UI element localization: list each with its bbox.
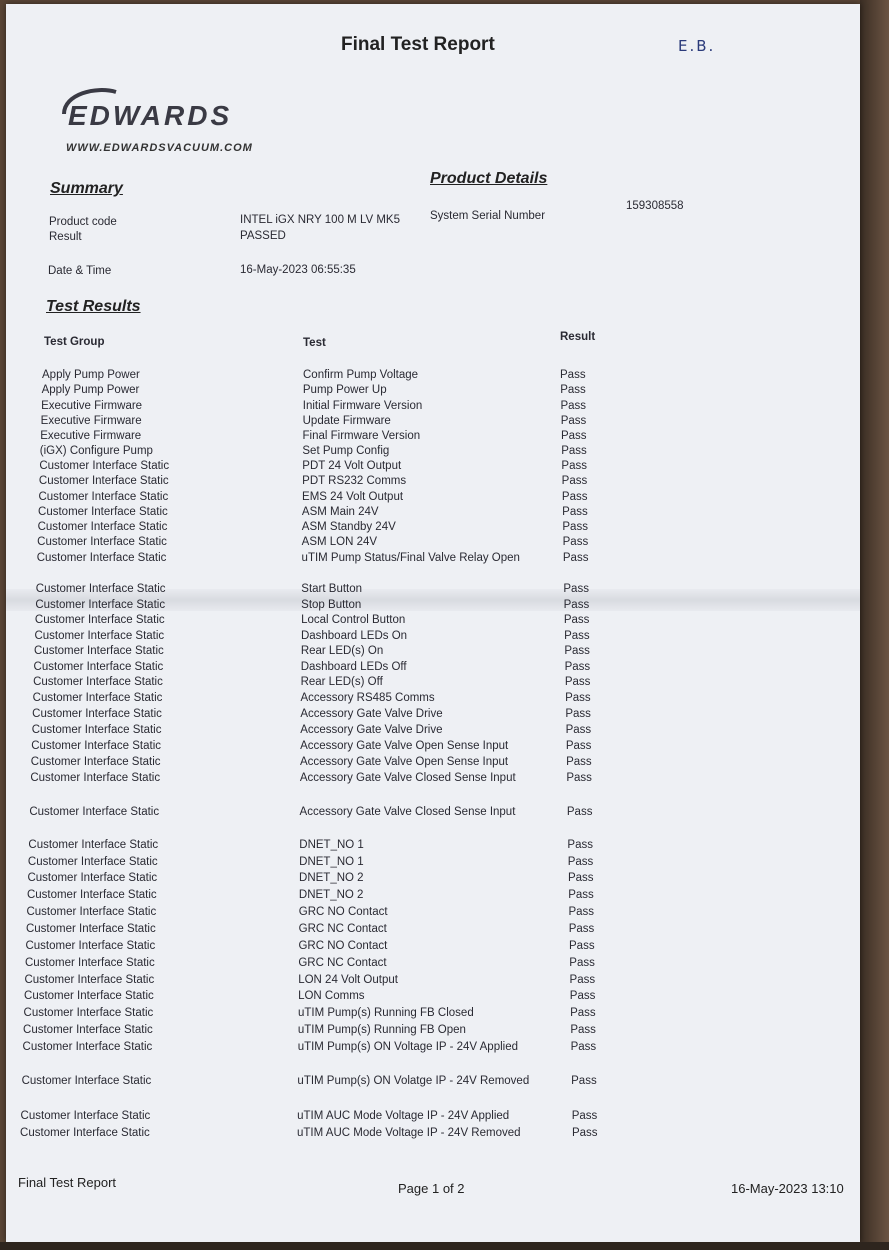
row-test-group: Customer Interface Static (26, 889, 157, 901)
row-result: Pass (562, 536, 589, 548)
col-header-group: Test Group (44, 336, 105, 348)
row-test-group: Customer Interface Static (25, 923, 156, 935)
result-value: PASSED (240, 230, 286, 242)
row-result: Pass (563, 583, 589, 595)
row-test-group: Customer Interface Static (35, 599, 166, 611)
row-result: Pass (561, 475, 588, 487)
row-test-name: Accessory Gate Valve Open Sense Input (300, 740, 509, 752)
row-result: Pass (567, 856, 594, 868)
row-test-name: Confirm Pump Voltage (303, 369, 419, 381)
row-test-group: Customer Interface Static (30, 756, 161, 768)
row-result: Pass (570, 1041, 597, 1053)
row-result: Pass (571, 1110, 598, 1122)
row-test-group: Customer Interface Static (23, 1007, 154, 1019)
row-result: Pass (568, 906, 595, 918)
row-test-name: GRC NC Contact (298, 923, 387, 935)
row-test-name: Update Firmware (302, 415, 391, 427)
row-test-group: Customer Interface Static (22, 1041, 153, 1053)
row-test-group: Customer Interface Static (20, 1127, 150, 1139)
row-result: Pass (569, 990, 596, 1002)
datetime-value: 16-May-2023 06:55:35 (240, 264, 356, 276)
row-result: Pass (561, 445, 587, 457)
background-edge (860, 0, 889, 1250)
row-result: Pass (560, 369, 586, 381)
row-test-group: Apply Pump Power (42, 369, 140, 381)
row-test-name: uTIM AUC Mode Voltage IP - 24V Removed (297, 1127, 521, 1139)
row-test-group: Customer Interface Static (30, 772, 161, 784)
footer-left: Final Test Report (18, 1175, 117, 1190)
row-test-group: (iGX) Configure Pump (39, 445, 153, 457)
row-result: Pass (569, 957, 595, 969)
row-test-group: Customer Interface Static (38, 491, 169, 503)
product-code-value: INTEL iGX NRY 100 M LV MK5 (240, 214, 400, 226)
row-result: Pass (565, 724, 592, 736)
row-test-name: PDT RS232 Comms (302, 475, 407, 487)
col-header-test: Test (303, 337, 326, 349)
row-test-name: ASM LON 24V (301, 536, 378, 548)
row-result: Pass (569, 974, 596, 986)
row-result: Pass (563, 599, 590, 611)
row-test-group: Customer Interface Static (35, 583, 166, 595)
row-test-name: DNET_NO 2 (298, 889, 364, 901)
row-test-name: GRC NO Contact (298, 906, 388, 918)
row-test-group: Customer Interface Static (36, 552, 167, 564)
row-test-group: Customer Interface Static (27, 856, 158, 868)
row-test-name: uTIM Pump(s) ON Volatge IP - 24V Removed (297, 1075, 530, 1087)
row-test-group: Customer Interface Static (34, 645, 164, 657)
row-test-name: Set Pump Config (302, 445, 390, 457)
row-result: Pass (565, 692, 591, 704)
row-result: Pass (560, 384, 586, 396)
row-result: Pass (562, 552, 589, 564)
row-test-group: Customer Interface Static (20, 1110, 151, 1122)
product-details-heading: Product Details (430, 170, 548, 187)
row-test-name: Local Control Button (301, 614, 406, 626)
row-test-name: Rear LED(s) Off (300, 676, 383, 688)
row-test-name: Accessory RS485 Comms (300, 692, 435, 704)
summary-heading: Summary (50, 180, 123, 197)
row-test-group: Customer Interface Static (31, 724, 162, 736)
row-test-group: Customer Interface Static (24, 990, 154, 1002)
row-test-group: Customer Interface Static (28, 839, 159, 851)
row-result: Pass (562, 521, 588, 533)
row-test-name: Start Button (301, 583, 363, 595)
row-test-group: Customer Interface Static (27, 872, 158, 884)
row-test-group: Customer Interface Static (32, 708, 162, 720)
row-test-group: Customer Interface Static (38, 506, 168, 518)
row-test-group: Customer Interface Static (26, 906, 157, 918)
result-label: Result (49, 231, 82, 243)
row-test-name: ASM Main 24V (301, 506, 379, 518)
row-test-name: Accessory Gate Valve Drive (300, 724, 443, 736)
row-test-group: Customer Interface Static (29, 806, 160, 818)
row-test-group: Customer Interface Static (21, 1075, 152, 1087)
row-test-name: GRC NC Contact (298, 957, 387, 969)
row-result: Pass (569, 940, 595, 952)
row-test-name: LON Comms (298, 990, 365, 1002)
row-test-name: uTIM Pump(s) Running FB Open (297, 1024, 466, 1036)
row-test-name: uTIM Pump Status/Final Valve Relay Open (301, 552, 520, 564)
row-test-group: Customer Interface Static (23, 1024, 153, 1036)
row-result: Pass (564, 661, 591, 673)
page-title: Final Test Report (341, 34, 495, 55)
row-test-group: Customer Interface Static (31, 740, 161, 752)
row-result: Pass (570, 1007, 596, 1019)
row-test-name: Stop Button (301, 599, 362, 611)
row-result: Pass (568, 923, 595, 935)
row-test-name: Final Firmware Version (302, 430, 421, 442)
logo-text: EDWARDS (68, 100, 233, 131)
row-test-group: Customer Interface Static (25, 940, 156, 952)
row-test-group: Customer Interface Static (38, 475, 169, 487)
row-result: Pass (566, 756, 592, 768)
row-test-name: uTIM AUC Mode Voltage IP - 24V Applied (297, 1110, 510, 1122)
row-test-group: Customer Interface Static (39, 460, 170, 472)
row-test-name: Rear LED(s) On (300, 645, 384, 657)
row-test-group: Customer Interface Static (34, 630, 165, 642)
datetime-label: Date & Time (48, 265, 112, 277)
row-result: Pass (566, 772, 592, 784)
row-result: Pass (568, 889, 594, 901)
row-test-name: Accessory Gate Valve Drive (300, 708, 443, 720)
row-result: Pass (564, 676, 591, 688)
row-result: Pass (562, 506, 588, 518)
row-result: Pass (570, 1024, 596, 1036)
row-test-group: Customer Interface Static (32, 692, 163, 704)
row-result: Pass (564, 645, 590, 657)
row-test-group: Customer Interface Static (37, 521, 168, 533)
test-results-heading: Test Results (46, 298, 141, 315)
row-test-name: Dashboard LEDs Off (300, 661, 407, 673)
row-result: Pass (565, 740, 592, 752)
background-bottom (0, 1242, 889, 1250)
serial-label: System Serial Number (430, 210, 546, 222)
footer-page-number: Page 1 of 2 (398, 1181, 465, 1196)
row-result: Pass (567, 872, 594, 884)
serial-value: 159308558 (626, 200, 684, 212)
row-test-group: Apply Pump Power (41, 384, 140, 396)
product-code-label: Product code (49, 216, 117, 228)
handwritten-initials: E.B. (678, 37, 716, 55)
row-test-name: uTIM Pump(s) Running FB Closed (297, 1007, 474, 1019)
row-result: Pass (571, 1127, 598, 1139)
row-result: Pass (560, 430, 587, 442)
row-result: Pass (560, 400, 587, 412)
row-test-name: Dashboard LEDs On (300, 630, 408, 642)
row-test-name: LON 24 Volt Output (298, 974, 398, 986)
row-result: Pass (561, 491, 588, 503)
row-test-name: Accessory Gate Valve Closed Sense Input (299, 772, 516, 784)
row-result: Pass (563, 614, 590, 626)
row-test-group: Customer Interface Static (24, 957, 155, 969)
row-test-name: DNET_NO 2 (299, 872, 364, 884)
row-result: Pass (571, 1075, 597, 1087)
row-result: Pass (564, 630, 590, 642)
row-result: Pass (567, 839, 593, 851)
row-test-name: PDT 24 Volt Output (302, 460, 402, 472)
row-test-name: uTIM Pump(s) ON Voltage IP - 24V Applied (297, 1041, 518, 1053)
row-result: Pass (561, 460, 587, 472)
footer-timestamp: 16-May-2023 13:10 (731, 1181, 844, 1196)
report-sheet (6, 4, 860, 1242)
row-result: Pass (566, 806, 593, 818)
row-test-name: Accessory Gate Valve Open Sense Input (299, 756, 509, 768)
row-test-name: Accessory Gate Valve Closed Sense Input (299, 806, 516, 818)
row-test-name: DNET_NO 1 (299, 839, 364, 851)
row-test-group: Customer Interface Static (34, 614, 165, 626)
row-test-name: Pump Power Up (302, 384, 387, 396)
row-test-group: Executive Firmware (40, 430, 142, 442)
row-test-name: ASM Standby 24V (301, 521, 396, 533)
row-test-group: Customer Interface Static (37, 536, 167, 548)
row-test-group: Executive Firmware (40, 415, 142, 427)
row-result: Pass (565, 708, 591, 720)
row-test-group: Customer Interface Static (33, 661, 164, 673)
row-test-name: DNET_NO 1 (299, 856, 364, 868)
row-test-name: Initial Firmware Version (302, 400, 423, 412)
row-test-group: Executive Firmware (41, 400, 143, 412)
row-test-name: GRC NO Contact (298, 940, 388, 952)
row-result: Pass (560, 415, 587, 427)
col-header-result: Result (560, 331, 596, 343)
logo-url: WWW.EDWARDSVACUUM.COM (66, 142, 253, 154)
row-test-group: Customer Interface Static (24, 974, 155, 986)
row-test-group: Customer Interface Static (33, 676, 163, 688)
row-test-name: EMS 24 Volt Output (302, 491, 404, 503)
